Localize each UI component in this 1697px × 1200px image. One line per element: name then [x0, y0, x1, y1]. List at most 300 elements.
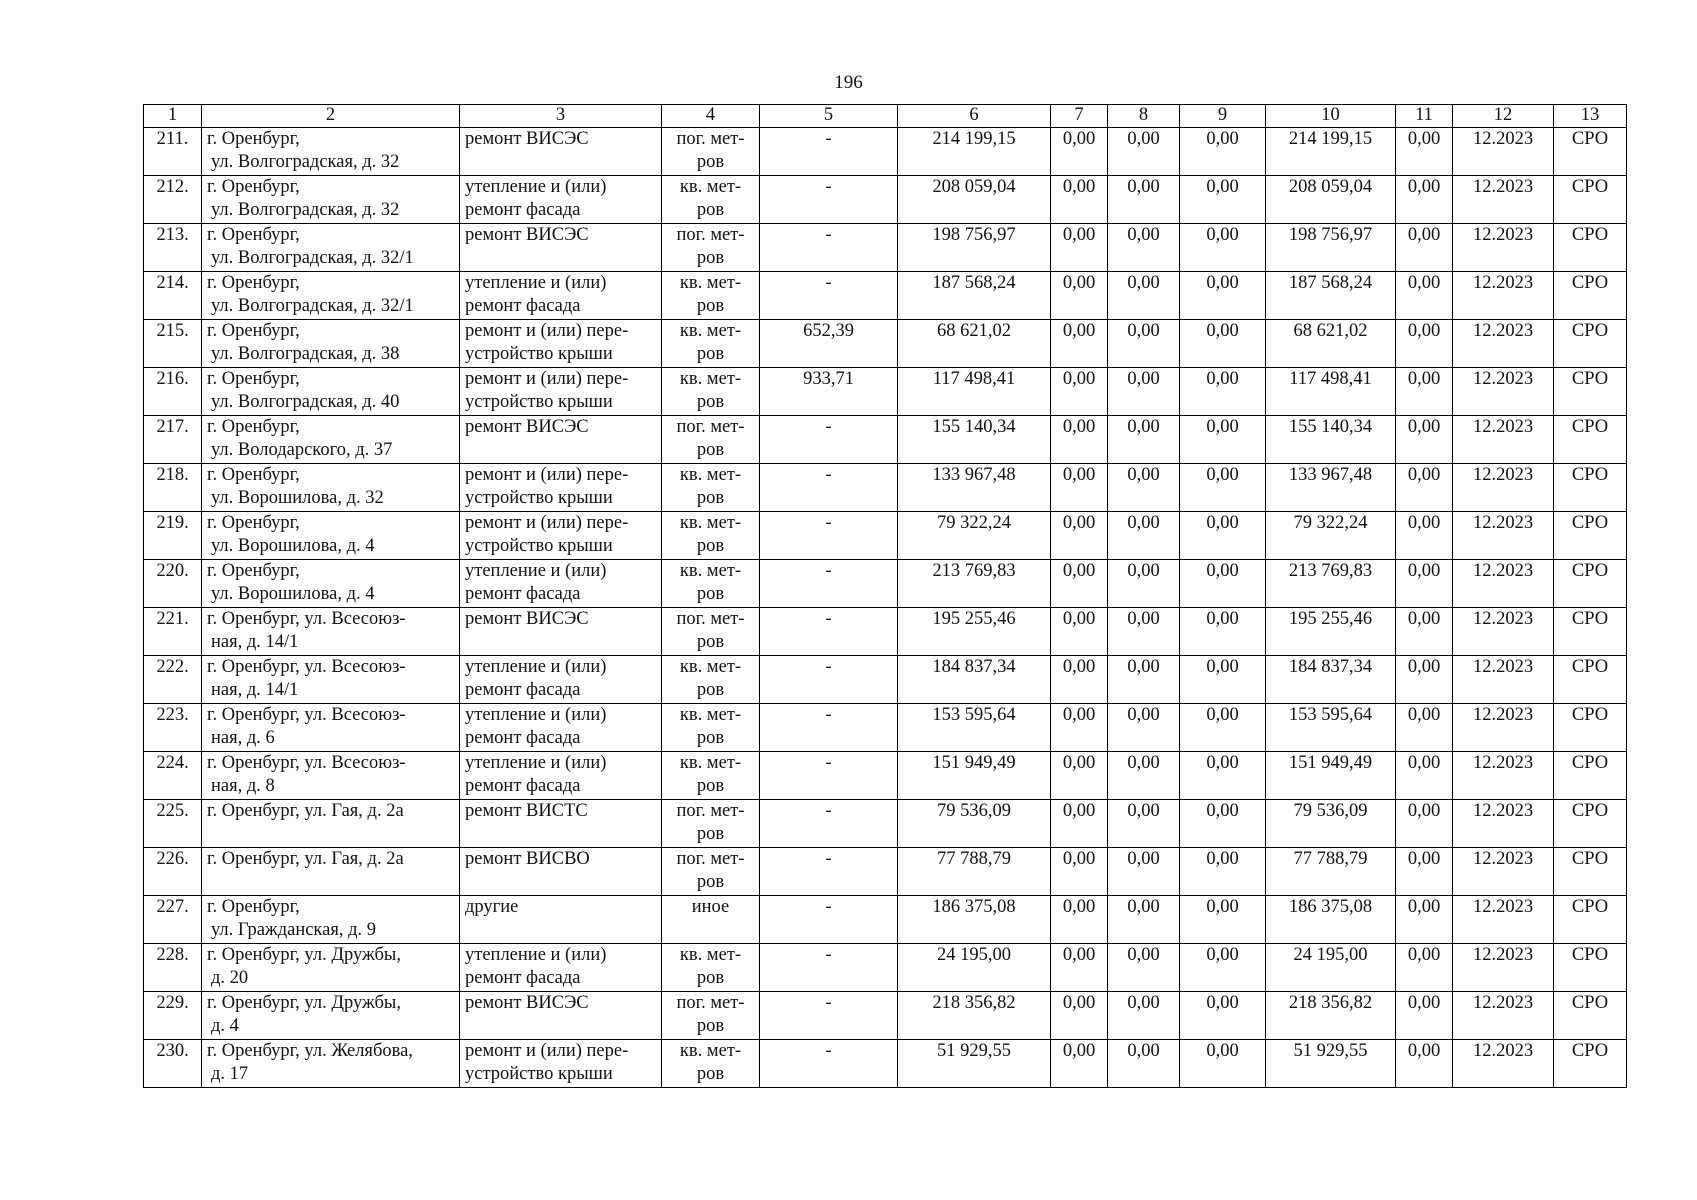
method-cell: СРО [1554, 800, 1627, 848]
owner-funds-cell: 151 949,49 [1266, 752, 1396, 800]
unit-cell [662, 1040, 760, 1088]
fund-cell: 0,00 [1108, 272, 1180, 320]
cell-line: г. Оренбург, ул. Всесоюз- [207, 657, 406, 677]
fund-cell: 0,00 [1180, 608, 1266, 656]
fund-cell: 0,00 [1180, 464, 1266, 512]
cell-line: ремонт и (или) пере- [465, 1041, 629, 1061]
table-row [144, 1040, 1627, 1088]
cell-line: д. 4 [211, 1016, 239, 1036]
address-cell [202, 896, 460, 944]
fund-cell: 0,00 [1180, 512, 1266, 560]
fund-cell: 0,00 [1396, 464, 1453, 512]
volume-cell: - [760, 176, 898, 224]
row-number: 212. [144, 176, 202, 224]
volume-cell: - [760, 752, 898, 800]
total-cost-cell: 208 059,04 [898, 176, 1051, 224]
cell-line: ул. Волгоградская, д. 32 [211, 200, 400, 220]
deadline-cell: 12.2023 [1453, 416, 1554, 464]
column-number-5: 5 [760, 105, 898, 128]
works-table [143, 104, 1627, 1088]
fund-cell: 0,00 [1108, 704, 1180, 752]
address-cell [202, 464, 460, 512]
owner-funds-cell: 79 536,09 [1266, 800, 1396, 848]
cell-line: кв. мет- [679, 657, 742, 677]
cell-line: ул. Волгоградская, д. 32 [211, 152, 400, 172]
fund-cell: 0,00 [1108, 752, 1180, 800]
fund-cell: 0,00 [1051, 416, 1108, 464]
fund-cell: 0,00 [1180, 128, 1266, 176]
cell-line: утепление и (или) [465, 945, 607, 965]
fund-cell: 0,00 [1108, 896, 1180, 944]
fund-cell: 0,00 [1180, 848, 1266, 896]
volume-cell: - [760, 464, 898, 512]
unit-cell [662, 224, 760, 272]
owner-funds-cell: 187 568,24 [1266, 272, 1396, 320]
cell-line: ремонт ВИСЭС [465, 129, 589, 149]
unit-cell [662, 512, 760, 560]
owner-funds-cell: 184 837,34 [1266, 656, 1396, 704]
owner-funds-cell: 77 788,79 [1266, 848, 1396, 896]
cell-line: пог. мет- [676, 225, 745, 245]
table-row [144, 272, 1627, 320]
table-row [144, 368, 1627, 416]
work-type-cell [460, 656, 662, 704]
deadline-cell: 12.2023 [1453, 224, 1554, 272]
column-number-10: 10 [1266, 105, 1396, 128]
cell-line: ров [696, 344, 725, 364]
volume-cell: - [760, 992, 898, 1040]
cell-line: ров [696, 632, 725, 652]
cell-line: ров [696, 680, 725, 700]
column-number-3: 3 [460, 105, 662, 128]
fund-cell: 0,00 [1051, 896, 1108, 944]
unit-cell [662, 368, 760, 416]
method-cell: СРО [1554, 128, 1627, 176]
unit-cell [662, 992, 760, 1040]
cell-line: ремонт и (или) пере- [465, 513, 629, 533]
row-number: 215. [144, 320, 202, 368]
cell-line: иное [691, 897, 730, 917]
fund-cell: 0,00 [1396, 944, 1453, 992]
cell-line: ремонт ВИСЭС [465, 417, 589, 437]
method-cell: СРО [1554, 608, 1627, 656]
fund-cell: 0,00 [1180, 656, 1266, 704]
table-row [144, 320, 1627, 368]
work-type-cell [460, 752, 662, 800]
cell-line: кв. мет- [679, 465, 742, 485]
cell-line: кв. мет- [679, 753, 742, 773]
cell-line: ремонт и (или) пере- [465, 465, 629, 485]
fund-cell: 0,00 [1396, 368, 1453, 416]
total-cost-cell: 151 949,49 [898, 752, 1051, 800]
cell-line: ремонт фасада [465, 584, 581, 604]
fund-cell: 0,00 [1396, 848, 1453, 896]
fund-cell: 0,00 [1396, 1040, 1453, 1088]
method-cell: СРО [1554, 176, 1627, 224]
unit-cell [662, 848, 760, 896]
cell-line: ров [696, 392, 725, 412]
row-number: 226. [144, 848, 202, 896]
method-cell: СРО [1554, 272, 1627, 320]
table-row [144, 128, 1627, 176]
cell-line: ров [696, 584, 725, 604]
column-number-4: 4 [662, 105, 760, 128]
fund-cell: 0,00 [1180, 896, 1266, 944]
cell-line: ремонт ВИСЭС [465, 609, 589, 629]
deadline-cell: 12.2023 [1453, 560, 1554, 608]
fund-cell: 0,00 [1108, 656, 1180, 704]
fund-cell: 0,00 [1180, 224, 1266, 272]
total-cost-cell: 117 498,41 [898, 368, 1051, 416]
column-number-8: 8 [1108, 105, 1180, 128]
fund-cell: 0,00 [1396, 608, 1453, 656]
column-number-11: 11 [1396, 105, 1453, 128]
address-cell [202, 416, 460, 464]
cell-line: ная, д. 8 [211, 776, 275, 796]
cell-line: утепление и (или) [465, 177, 607, 197]
column-number-row [144, 105, 1627, 128]
method-cell: СРО [1554, 656, 1627, 704]
owner-funds-cell: 24 195,00 [1266, 944, 1396, 992]
unit-cell [662, 464, 760, 512]
cell-line: кв. мет- [679, 273, 742, 293]
owner-funds-cell: 51 929,55 [1266, 1040, 1396, 1088]
cell-line: другие [465, 897, 519, 917]
volume-cell: - [760, 944, 898, 992]
table-row [144, 656, 1627, 704]
fund-cell: 0,00 [1396, 992, 1453, 1040]
deadline-cell: 12.2023 [1453, 944, 1554, 992]
table-row [144, 176, 1627, 224]
work-type-cell [460, 224, 662, 272]
total-cost-cell: 198 756,97 [898, 224, 1051, 272]
cell-line: г. Оренбург, [207, 465, 300, 485]
work-type-cell [460, 176, 662, 224]
cell-line: кв. мет- [679, 945, 742, 965]
cell-line: г. Оренбург, [207, 897, 300, 917]
volume-cell: - [760, 608, 898, 656]
cell-line: ремонт и (или) пере- [465, 321, 629, 341]
cell-line: д. 17 [211, 1064, 249, 1084]
unit-cell [662, 176, 760, 224]
fund-cell: 0,00 [1108, 608, 1180, 656]
work-type-cell [460, 272, 662, 320]
cell-line: ров [696, 152, 725, 172]
volume-cell: - [760, 656, 898, 704]
fund-cell: 0,00 [1108, 992, 1180, 1040]
fund-cell: 0,00 [1396, 272, 1453, 320]
fund-cell: 0,00 [1180, 368, 1266, 416]
row-number: 222. [144, 656, 202, 704]
total-cost-cell: 79 322,24 [898, 512, 1051, 560]
fund-cell: 0,00 [1180, 944, 1266, 992]
cell-line: ул. Ворошилова, д. 4 [211, 536, 375, 556]
fund-cell: 0,00 [1180, 416, 1266, 464]
cell-line: ная, д. 14/1 [211, 632, 299, 652]
fund-cell: 0,00 [1051, 992, 1108, 1040]
address-cell [202, 704, 460, 752]
fund-cell: 0,00 [1396, 416, 1453, 464]
fund-cell: 0,00 [1180, 320, 1266, 368]
table-row [144, 704, 1627, 752]
total-cost-cell: 186 375,08 [898, 896, 1051, 944]
cell-line: ремонт и (или) пере- [465, 369, 629, 389]
cell-line: пог. мет- [676, 993, 745, 1013]
deadline-cell: 12.2023 [1453, 320, 1554, 368]
fund-cell: 0,00 [1396, 752, 1453, 800]
fund-cell: 0,00 [1396, 656, 1453, 704]
work-type-cell [460, 416, 662, 464]
deadline-cell: 12.2023 [1453, 368, 1554, 416]
work-type-cell [460, 368, 662, 416]
work-type-cell [460, 1040, 662, 1088]
cell-line: г. Оренбург, ул. Желябова, [207, 1041, 413, 1061]
fund-cell: 0,00 [1396, 128, 1453, 176]
cell-line: г. Оренбург, ул. Гая, д. 2а [207, 801, 404, 821]
unit-cell [662, 608, 760, 656]
address-cell [202, 560, 460, 608]
total-cost-cell: 77 788,79 [898, 848, 1051, 896]
cell-line: утепление и (или) [465, 753, 607, 773]
work-type-cell [460, 800, 662, 848]
fund-cell: 0,00 [1180, 800, 1266, 848]
address-cell [202, 320, 460, 368]
cell-line: г. Оренбург, [207, 561, 300, 581]
fund-cell: 0,00 [1108, 800, 1180, 848]
fund-cell: 0,00 [1180, 176, 1266, 224]
row-number: 220. [144, 560, 202, 608]
fund-cell: 0,00 [1051, 704, 1108, 752]
volume-cell: 933,71 [760, 368, 898, 416]
cell-line: ров [696, 248, 725, 268]
row-number: 223. [144, 704, 202, 752]
fund-cell: 0,00 [1051, 944, 1108, 992]
volume-cell: - [760, 1040, 898, 1088]
fund-cell: 0,00 [1051, 752, 1108, 800]
cell-line: ров [696, 440, 725, 460]
fund-cell: 0,00 [1108, 128, 1180, 176]
method-cell: СРО [1554, 416, 1627, 464]
cell-line: г. Оренбург, ул. Всесоюз- [207, 609, 406, 629]
row-number: 224. [144, 752, 202, 800]
column-number-9: 9 [1180, 105, 1266, 128]
volume-cell: - [760, 896, 898, 944]
work-type-cell [460, 320, 662, 368]
address-cell [202, 608, 460, 656]
fund-cell: 0,00 [1108, 464, 1180, 512]
fund-cell: 0,00 [1108, 560, 1180, 608]
table-body [144, 128, 1627, 1088]
cell-line: утепление и (или) [465, 705, 607, 725]
method-cell: СРО [1554, 944, 1627, 992]
volume-cell: - [760, 704, 898, 752]
fund-cell: 0,00 [1108, 368, 1180, 416]
cell-line: ремонт фасада [465, 296, 581, 316]
fund-cell: 0,00 [1396, 320, 1453, 368]
cell-line: ремонт фасада [465, 776, 581, 796]
cell-line: утепление и (или) [465, 273, 607, 293]
cell-line: г. Оренбург, [207, 273, 300, 293]
address-cell [202, 800, 460, 848]
total-cost-cell: 184 837,34 [898, 656, 1051, 704]
fund-cell: 0,00 [1051, 1040, 1108, 1088]
address-cell [202, 368, 460, 416]
method-cell: СРО [1554, 560, 1627, 608]
deadline-cell: 12.2023 [1453, 608, 1554, 656]
table-row [144, 224, 1627, 272]
cell-line: ров [696, 872, 725, 892]
work-type-cell [460, 560, 662, 608]
cell-line: пог. мет- [676, 849, 745, 869]
address-cell [202, 848, 460, 896]
volume-cell: - [760, 128, 898, 176]
total-cost-cell: 24 195,00 [898, 944, 1051, 992]
cell-line: кв. мет- [679, 1041, 742, 1061]
work-type-cell [460, 848, 662, 896]
fund-cell: 0,00 [1051, 800, 1108, 848]
deadline-cell: 12.2023 [1453, 800, 1554, 848]
total-cost-cell: 213 769,83 [898, 560, 1051, 608]
fund-cell: 0,00 [1051, 464, 1108, 512]
owner-funds-cell: 208 059,04 [1266, 176, 1396, 224]
fund-cell: 0,00 [1051, 608, 1108, 656]
table-row [144, 608, 1627, 656]
address-cell [202, 1040, 460, 1088]
cell-line: ремонт ВИСТС [465, 801, 588, 821]
total-cost-cell: 68 621,02 [898, 320, 1051, 368]
method-cell: СРО [1554, 1040, 1627, 1088]
address-cell [202, 992, 460, 1040]
owner-funds-cell: 155 140,34 [1266, 416, 1396, 464]
cell-line: пог. мет- [676, 417, 745, 437]
fund-cell: 0,00 [1396, 224, 1453, 272]
column-number-2: 2 [202, 105, 460, 128]
cell-line: устройство крыши [465, 1064, 613, 1084]
row-number: 214. [144, 272, 202, 320]
cell-line: г. Оренбург, [207, 321, 300, 341]
method-cell: СРО [1554, 848, 1627, 896]
cell-line: г. Оренбург, ул. Гая, д. 2а [207, 849, 404, 869]
total-cost-cell: 133 967,48 [898, 464, 1051, 512]
fund-cell: 0,00 [1051, 512, 1108, 560]
volume-cell: - [760, 512, 898, 560]
total-cost-cell: 153 595,64 [898, 704, 1051, 752]
row-number: 217. [144, 416, 202, 464]
row-number: 216. [144, 368, 202, 416]
owner-funds-cell: 79 322,24 [1266, 512, 1396, 560]
work-type-cell [460, 464, 662, 512]
volume-cell: - [760, 560, 898, 608]
cell-line: кв. мет- [679, 177, 742, 197]
cell-line: ров [696, 728, 725, 748]
cell-line: пог. мет- [676, 129, 745, 149]
unit-cell [662, 800, 760, 848]
cell-line: ул. Волгоградская, д. 32/1 [211, 296, 414, 316]
row-number: 221. [144, 608, 202, 656]
owner-funds-cell: 198 756,97 [1266, 224, 1396, 272]
cell-line: утепление и (или) [465, 657, 607, 677]
cell-line: кв. мет- [679, 705, 742, 725]
table-row [144, 416, 1627, 464]
fund-cell: 0,00 [1051, 656, 1108, 704]
fund-cell: 0,00 [1051, 560, 1108, 608]
cell-line: г. Оренбург, ул. Дружбы, [207, 993, 401, 1013]
row-number: 219. [144, 512, 202, 560]
column-number-6: 6 [898, 105, 1051, 128]
cell-line: ров [696, 968, 725, 988]
fund-cell: 0,00 [1051, 128, 1108, 176]
cell-line: устройство крыши [465, 392, 613, 412]
method-cell: СРО [1554, 992, 1627, 1040]
work-type-cell [460, 704, 662, 752]
owner-funds-cell: 218 356,82 [1266, 992, 1396, 1040]
cell-line: ул. Гражданская, д. 9 [211, 920, 377, 940]
cell-line: г. Оренбург, ул. Дружбы, [207, 945, 401, 965]
cell-line: ров [696, 1064, 725, 1084]
cell-line: ров [696, 536, 725, 556]
cell-line: ул. Ворошилова, д. 32 [211, 488, 384, 508]
table-row [144, 464, 1627, 512]
deadline-cell: 12.2023 [1453, 128, 1554, 176]
cell-line: утепление и (или) [465, 561, 607, 581]
row-number: 230. [144, 1040, 202, 1088]
deadline-cell: 12.2023 [1453, 272, 1554, 320]
deadline-cell: 12.2023 [1453, 512, 1554, 560]
owner-funds-cell: 153 595,64 [1266, 704, 1396, 752]
cell-line: г. Оренбург, [207, 225, 300, 245]
table-row [144, 512, 1627, 560]
fund-cell: 0,00 [1180, 992, 1266, 1040]
total-cost-cell: 195 255,46 [898, 608, 1051, 656]
cell-line: устройство крыши [465, 536, 613, 556]
cell-line: ул. Волгоградская, д. 38 [211, 344, 400, 364]
fund-cell: 0,00 [1108, 176, 1180, 224]
deadline-cell: 12.2023 [1453, 704, 1554, 752]
method-cell: СРО [1554, 464, 1627, 512]
address-cell [202, 944, 460, 992]
cell-line: устройство крыши [465, 344, 613, 364]
cell-line: ров [696, 776, 725, 796]
cell-line: ул. Володарского, д. 37 [211, 440, 393, 460]
row-number: 211. [144, 128, 202, 176]
owner-funds-cell: 186 375,08 [1266, 896, 1396, 944]
fund-cell: 0,00 [1396, 800, 1453, 848]
row-number: 213. [144, 224, 202, 272]
work-type-cell [460, 608, 662, 656]
deadline-cell: 12.2023 [1453, 656, 1554, 704]
table-row [144, 896, 1627, 944]
total-cost-cell: 218 356,82 [898, 992, 1051, 1040]
cell-line: г. Оренбург, [207, 177, 300, 197]
fund-cell: 0,00 [1051, 320, 1108, 368]
fund-cell: 0,00 [1051, 176, 1108, 224]
cell-line: кв. мет- [679, 369, 742, 389]
fund-cell: 0,00 [1180, 272, 1266, 320]
deadline-cell: 12.2023 [1453, 848, 1554, 896]
fund-cell: 0,00 [1108, 1040, 1180, 1088]
unit-cell [662, 272, 760, 320]
cell-line: кв. мет- [679, 513, 742, 533]
table-row [144, 800, 1627, 848]
cell-line: ров [696, 1016, 725, 1036]
unit-cell [662, 416, 760, 464]
cell-line: ремонт фасада [465, 680, 581, 700]
owner-funds-cell: 195 255,46 [1266, 608, 1396, 656]
address-cell [202, 656, 460, 704]
method-cell: СРО [1554, 752, 1627, 800]
address-cell [202, 128, 460, 176]
volume-cell: - [760, 272, 898, 320]
